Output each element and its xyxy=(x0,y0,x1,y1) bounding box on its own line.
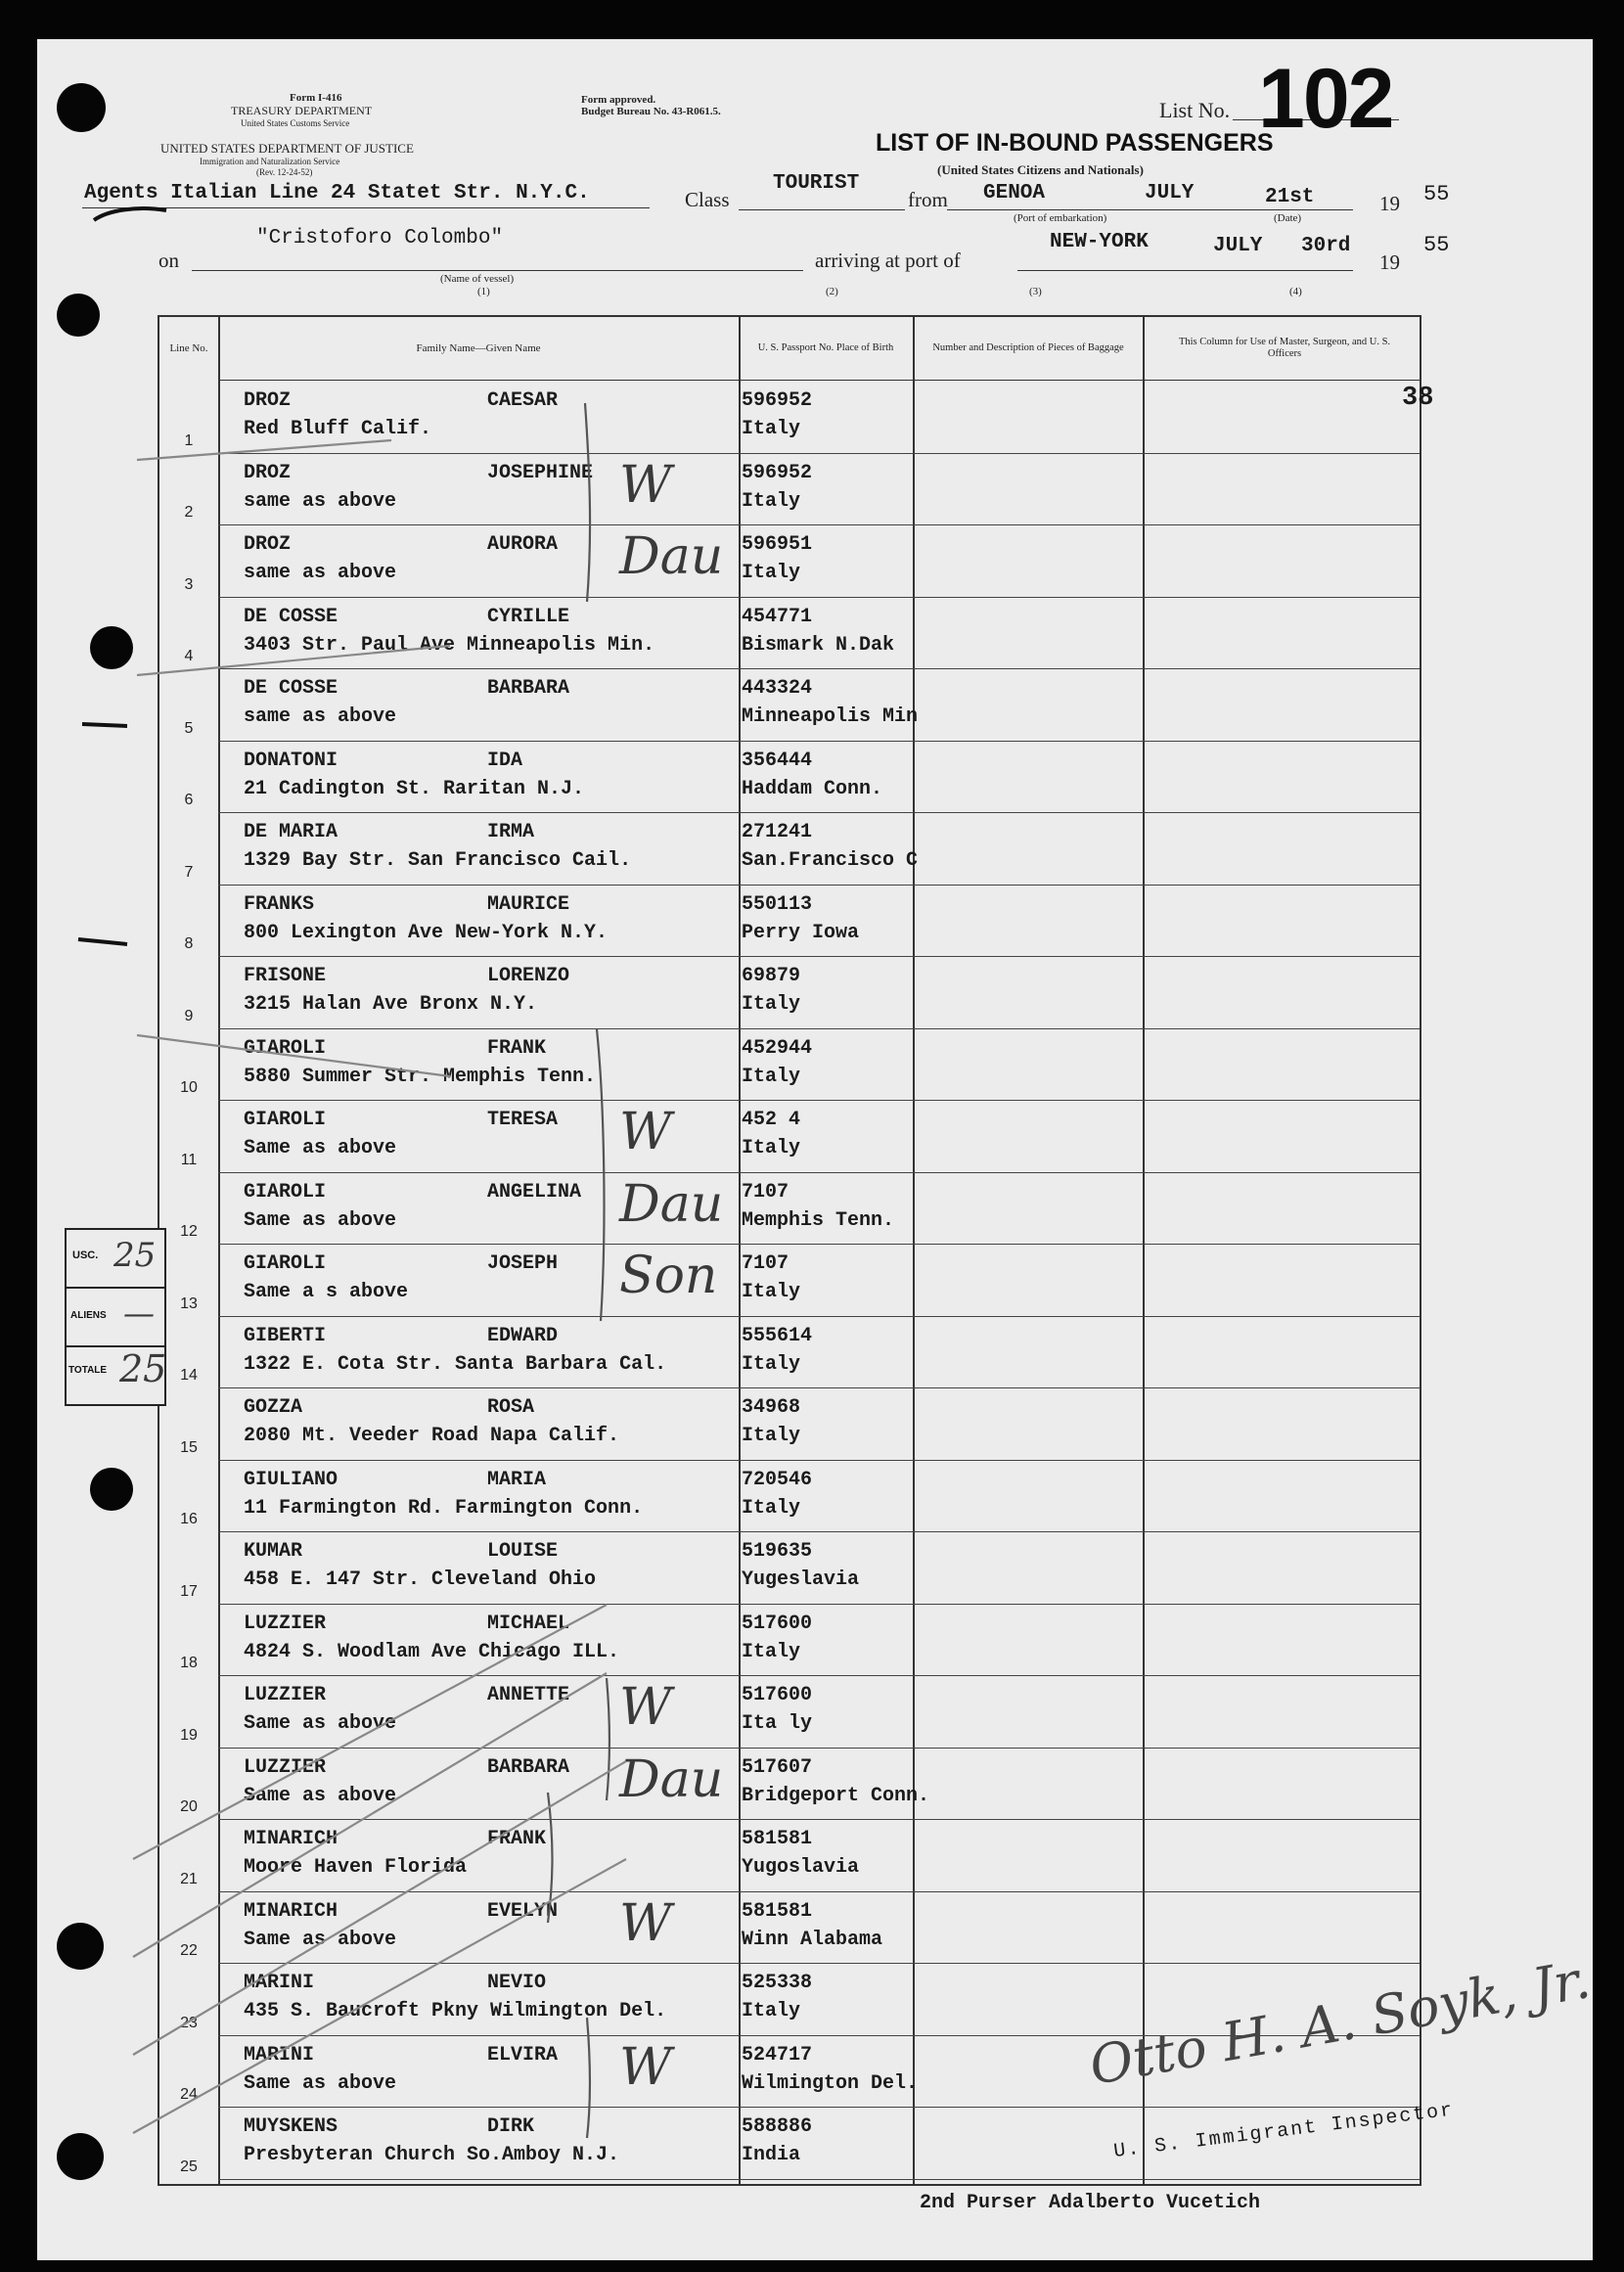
table-row xyxy=(159,1892,1420,1965)
page-title: LIST OF IN-BOUND PASSENGERS xyxy=(876,129,1274,157)
passport-number: 550113 xyxy=(742,892,813,916)
given-name: DIRK xyxy=(487,2115,535,2138)
justice-dept: UNITED STATES DEPARTMENT OF JUSTICE xyxy=(160,141,414,156)
relation-note: Dau xyxy=(619,1749,724,1809)
line-number: 9 xyxy=(184,1007,194,1024)
place-of-birth: Italy xyxy=(742,1496,801,1520)
aliens-label: ALIENS xyxy=(70,1310,107,1321)
address: Same as above xyxy=(244,1208,397,1232)
place-of-birth: Yugeslavia xyxy=(742,1568,860,1591)
list-number: 102 xyxy=(1258,52,1393,146)
address: 5880 Summer Str. Memphis Tenn. xyxy=(244,1065,597,1088)
table-row xyxy=(159,1676,1420,1749)
passport-number: 555614 xyxy=(742,1324,813,1347)
line-number: 1 xyxy=(184,432,194,449)
family-name: GIAROLI xyxy=(244,1180,327,1204)
line-number: 16 xyxy=(180,1511,198,1527)
given-name: MARIA xyxy=(487,1468,547,1491)
year-prefix-2: 19 xyxy=(1379,250,1400,274)
place-of-birth: India xyxy=(742,2144,801,2166)
family-name: DE MARIA xyxy=(244,821,338,843)
place-of-birth: Italy xyxy=(742,1352,801,1376)
address: 2080 Mt. Veeder Road Napa Calif. xyxy=(244,1425,620,1447)
place-of-birth: Italy xyxy=(742,562,801,584)
arrival-underline xyxy=(1017,270,1353,271)
usc-label: USC. xyxy=(72,1250,99,1261)
address: Same as above xyxy=(244,1137,397,1159)
given-name: FRANK xyxy=(487,1828,547,1850)
vessel-label: (Name of vessel) xyxy=(440,273,515,285)
line-number: 20 xyxy=(180,1798,198,1815)
given-name: EVELYN xyxy=(487,1899,559,1923)
arrival-month: JULY xyxy=(1213,235,1263,257)
place-of-birth: Ita ly xyxy=(742,1712,813,1735)
from-label: from xyxy=(908,188,948,211)
passport-number: 7107 xyxy=(742,1252,789,1275)
given-name: BARBARA xyxy=(487,1755,570,1779)
family-name: MARINI xyxy=(244,1972,315,1994)
line-number: 2 xyxy=(184,504,194,521)
address: Same a s above xyxy=(244,1281,409,1303)
relation-note: W xyxy=(619,2037,672,2097)
col-header-baggage: Number and Description of Pieces of Baggage xyxy=(932,342,1124,353)
family-name: DROZ xyxy=(244,533,292,556)
embark-month: JULY xyxy=(1145,182,1195,204)
table-row xyxy=(159,454,1420,526)
address: Same as above xyxy=(244,1928,397,1951)
line-number: 8 xyxy=(184,935,194,952)
given-name: ELVIRA xyxy=(487,2043,559,2067)
address: Same as above xyxy=(244,1712,397,1735)
table-row xyxy=(159,598,1420,670)
passport-number: 271241 xyxy=(742,821,813,843)
date-label: (Date) xyxy=(1274,212,1302,224)
family-name: GOZZA xyxy=(244,1396,303,1419)
arrival-port: NEW-YORK xyxy=(1050,231,1149,253)
place-of-birth: Perry Iowa xyxy=(742,921,860,944)
address: 1322 E. Cota Str. Santa Barbara Cal. xyxy=(244,1352,667,1376)
given-name: ANNETTE xyxy=(487,1684,570,1706)
form-number: Form I-416 xyxy=(290,92,342,104)
family-name: FRANKS xyxy=(244,892,315,916)
budget-bureau: Budget Bureau No. 43-R061.5. xyxy=(581,106,721,117)
port-embark-label: (Port of embarkation) xyxy=(1014,212,1107,224)
given-name: CAESAR xyxy=(487,389,559,412)
agents-underline xyxy=(82,207,650,208)
place-of-birth: Minneapolis Min xyxy=(742,705,919,728)
passport-number: 525338 xyxy=(742,1972,813,1994)
table-row xyxy=(159,1101,1420,1173)
line-number: 4 xyxy=(184,648,194,664)
inspector-signature: Otto H. A. Soyk, Jr. xyxy=(1085,1948,1595,2097)
passport-number: 7107 xyxy=(742,1180,789,1204)
family-name: MINARICH xyxy=(244,1828,338,1850)
embark-underline xyxy=(947,209,1353,210)
line-number: 7 xyxy=(184,863,194,881)
col-header-passport: U. S. Passport No. Place of Birth xyxy=(757,342,894,353)
place-of-birth: Italy xyxy=(742,1640,801,1663)
class-underline xyxy=(739,209,905,210)
class-value: TOURIST xyxy=(773,172,860,195)
line-number: 6 xyxy=(184,792,194,808)
given-name: LORENZO xyxy=(487,965,570,987)
passport-number: 452 4 xyxy=(742,1109,801,1131)
passport-number: 519635 xyxy=(742,1540,813,1563)
address: 435 S. Baucroft Pkny Wilmington Del. xyxy=(244,2000,667,2022)
table-row xyxy=(159,1820,1420,1892)
purser-name: 2nd Purser Adalberto Vucetich xyxy=(920,2192,1261,2214)
place-of-birth: Bismark N.Dak xyxy=(742,633,895,657)
address: 1329 Bay Str. San Francisco Cail. xyxy=(244,849,632,872)
given-name: IDA xyxy=(487,749,523,772)
family-name: GIBERTI xyxy=(244,1324,327,1347)
line-number: 22 xyxy=(180,1942,198,1959)
table-row xyxy=(159,886,1420,958)
officer-count: 38 xyxy=(1402,384,1434,413)
form-revision: (Rev. 12-24-52) xyxy=(256,167,313,177)
passport-number: 524717 xyxy=(742,2043,813,2067)
family-name: GIAROLI xyxy=(244,1036,327,1060)
family-name: LUZZIER xyxy=(244,1684,327,1706)
line-number: 10 xyxy=(180,1079,198,1096)
passport-number: 454771 xyxy=(742,605,813,628)
col-num-3: (3) xyxy=(1029,286,1042,297)
place-of-birth: Italy xyxy=(742,1425,801,1447)
table-row xyxy=(159,525,1420,598)
family-name: MUYSKENS xyxy=(244,2115,338,2138)
table-row xyxy=(159,1749,1420,1821)
vessel-name: "Cristoforo Colombo" xyxy=(256,227,504,250)
arrival-year: 55 xyxy=(1423,233,1450,257)
line-number: 5 xyxy=(184,719,194,737)
place-of-birth: Winn Alabama xyxy=(742,1928,883,1951)
family-name: LUZZIER xyxy=(244,1612,327,1635)
line-number: 14 xyxy=(180,1367,198,1384)
table-row xyxy=(159,1388,1420,1461)
col-num-2: (2) xyxy=(826,286,838,297)
relation-note: W xyxy=(619,1678,672,1737)
place-of-birth: Italy xyxy=(742,418,801,440)
table-row xyxy=(159,1245,1420,1317)
given-name: CYRILLE xyxy=(487,605,570,628)
given-name: JOSEPHINE xyxy=(487,461,594,484)
treasury-dept: TREASURY DEPARTMENT xyxy=(231,104,373,117)
passport-number: 443324 xyxy=(742,677,813,700)
family-name: DROZ xyxy=(244,389,292,412)
given-name: FRANK xyxy=(487,1036,547,1060)
col-num-4: (4) xyxy=(1289,286,1302,297)
relation-note: W xyxy=(619,1893,672,1953)
col-num-1: (1) xyxy=(477,286,490,297)
family-name: GIAROLI xyxy=(244,1252,327,1275)
form-approved: Form approved. xyxy=(581,94,656,106)
passport-number: 34968 xyxy=(742,1396,801,1419)
col-header-line: Line No. xyxy=(169,342,208,354)
embark-year: 55 xyxy=(1423,182,1450,206)
line-number: 12 xyxy=(180,1223,198,1240)
aliens-count: — xyxy=(123,1295,155,1332)
line-number: 15 xyxy=(180,1438,198,1456)
tally-box xyxy=(65,1228,166,1406)
place-of-birth: Italy xyxy=(742,489,801,513)
family-name: DE COSSE xyxy=(244,677,338,700)
table-row xyxy=(159,1532,1420,1605)
passport-number: 69879 xyxy=(742,965,801,987)
arriving-label: arriving at port of xyxy=(815,249,961,272)
passport-number: 452944 xyxy=(742,1036,813,1060)
passport-number: 588886 xyxy=(742,2115,813,2138)
given-name: NEVIO xyxy=(487,1972,547,1994)
line-number: 23 xyxy=(180,2014,198,2031)
passport-number: 720546 xyxy=(742,1468,813,1491)
table-row xyxy=(159,669,1420,742)
ins-service: Immigration and Naturalization Service xyxy=(200,157,340,166)
table-row xyxy=(159,1461,1420,1533)
address: Presbyteran Church So.Amboy N.J. xyxy=(244,2144,620,2166)
address: 3403 Str. Paul Ave Minneapolis Min. xyxy=(244,633,655,657)
passport-number: 517607 xyxy=(742,1755,813,1779)
table-row xyxy=(159,742,1420,814)
place-of-birth: Haddam Conn. xyxy=(742,777,883,800)
given-name: AURORA xyxy=(487,533,559,556)
passport-number: 596952 xyxy=(742,461,813,484)
family-name: MARINI xyxy=(244,2043,315,2067)
on-label: on xyxy=(158,249,179,272)
passport-number: 517600 xyxy=(742,1684,813,1706)
table-row xyxy=(159,1173,1420,1246)
line-number: 18 xyxy=(180,1655,198,1671)
line-number: 17 xyxy=(180,1582,198,1600)
family-name: DONATONI xyxy=(244,749,338,772)
relation-note: Son xyxy=(619,1247,718,1305)
table-row xyxy=(159,382,1420,454)
customs-service: United States Customs Service xyxy=(241,118,350,128)
place-of-birth: Wilmington Del. xyxy=(742,2071,919,2095)
address: same as above xyxy=(244,705,397,728)
table-row xyxy=(159,1029,1420,1102)
table-row xyxy=(159,957,1420,1029)
passport-number: 581581 xyxy=(742,1828,813,1850)
line-number: 19 xyxy=(180,1726,198,1744)
family-name: FRISONE xyxy=(244,965,327,987)
passport-number: 581581 xyxy=(742,1899,813,1923)
family-name: KUMAR xyxy=(244,1540,303,1563)
line-number: 24 xyxy=(180,2086,198,2103)
address: Same as above xyxy=(244,2071,397,2095)
given-name: ANGELINA xyxy=(487,1180,582,1204)
vessel-underline xyxy=(192,270,803,271)
col-header-officers: This Column for Use of Master, Surgeon, and U. S. Officers xyxy=(1178,337,1391,359)
line-number: 25 xyxy=(180,2158,198,2175)
table-row xyxy=(159,813,1420,886)
class-label: Class xyxy=(685,188,730,211)
given-name: MICHAEL xyxy=(487,1612,570,1635)
binder-hole xyxy=(57,83,106,132)
address: 3215 Halan Ave Bronx N.Y. xyxy=(244,993,538,1016)
address: 21 Cadington St. Raritan N.J. xyxy=(244,777,585,800)
given-name: LOUISE xyxy=(487,1540,559,1563)
address: 458 E. 147 Str. Cleveland Ohio xyxy=(244,1568,597,1591)
family-name: MINARICH xyxy=(244,1899,338,1923)
place-of-birth: Bridgeport Conn. xyxy=(742,1784,930,1807)
address: same as above xyxy=(244,562,397,584)
inspector-title: U. S. Immigrant Inspector xyxy=(1112,2099,1456,2163)
place-of-birth: Italy xyxy=(742,993,801,1016)
year-prefix: 19 xyxy=(1379,192,1400,215)
binder-hole xyxy=(57,2133,104,2180)
given-name: MAURICE xyxy=(487,892,570,916)
passport-number: 596951 xyxy=(742,533,813,556)
relation-note: Dau xyxy=(619,527,724,586)
col-header-name: Family Name—Given Name xyxy=(416,342,541,354)
address: 11 Farmington Rd. Farmington Conn. xyxy=(244,1496,644,1520)
passenger-table xyxy=(158,315,1434,2186)
place-of-birth: Italy xyxy=(742,1137,801,1159)
usc-count: 25 xyxy=(113,1236,157,1275)
address: 4824 S. Woodlam Ave Chicago ILL. xyxy=(244,1640,620,1663)
given-name: JOSEPH xyxy=(487,1252,559,1275)
passport-number: 356444 xyxy=(742,749,813,772)
embark-port: GENOA xyxy=(983,182,1046,204)
table-row xyxy=(159,1605,1420,1677)
family-name: GIULIANO xyxy=(244,1468,338,1491)
place-of-birth: Italy xyxy=(742,2000,801,2022)
given-name: EDWARD xyxy=(487,1324,559,1347)
binder-hole xyxy=(90,626,133,669)
page-subtitle: (United States Citizens and Nationals) xyxy=(937,162,1144,177)
arrival-day: 30rd xyxy=(1301,235,1351,257)
family-name: LUZZIER xyxy=(244,1755,327,1779)
line-number: 3 xyxy=(184,575,194,593)
place-of-birth: Memphis Tenn. xyxy=(742,1208,895,1232)
given-name: ROSA xyxy=(487,1396,535,1419)
family-name: GIAROLI xyxy=(244,1109,327,1131)
agents-line: Agents Italian Line 24 Statet Str. N.Y.C. xyxy=(84,182,590,204)
given-name: TERESA xyxy=(487,1109,559,1131)
total-count: 25 xyxy=(119,1347,167,1390)
total-label: TOTALE xyxy=(68,1365,108,1376)
given-name: IRMA xyxy=(487,821,535,843)
address: Red Bluff Calif. xyxy=(244,418,432,440)
relation-note: Dau xyxy=(619,1174,724,1234)
relation-note: W xyxy=(619,455,672,515)
list-no-label: List No. xyxy=(1159,98,1231,122)
address: same as above xyxy=(244,489,397,513)
address: Same as above xyxy=(244,1784,397,1807)
address: 800 Lexington Ave New-York N.Y. xyxy=(244,921,609,944)
table-row xyxy=(159,1317,1420,1389)
address: Moore Haven Florida xyxy=(244,1856,468,1879)
binder-hole xyxy=(57,1923,104,1970)
family-name: DROZ xyxy=(244,461,292,484)
passport-number: 596952 xyxy=(742,389,813,412)
family-name: DE COSSE xyxy=(244,605,338,628)
line-number: 11 xyxy=(180,1151,198,1168)
line-number: 21 xyxy=(180,1870,198,1887)
place-of-birth: Yugoslavia xyxy=(742,1856,860,1879)
line-number: 13 xyxy=(180,1295,198,1312)
place-of-birth: Italy xyxy=(742,1281,801,1303)
place-of-birth: Italy xyxy=(742,1065,801,1088)
passport-number: 517600 xyxy=(742,1612,813,1635)
given-name: BARBARA xyxy=(487,677,570,700)
binder-hole xyxy=(90,1468,133,1511)
relation-note: W xyxy=(619,1103,672,1161)
place-of-birth: San.Francisco C xyxy=(742,849,919,872)
binder-hole xyxy=(57,294,100,337)
embark-day: 21st xyxy=(1265,186,1315,208)
